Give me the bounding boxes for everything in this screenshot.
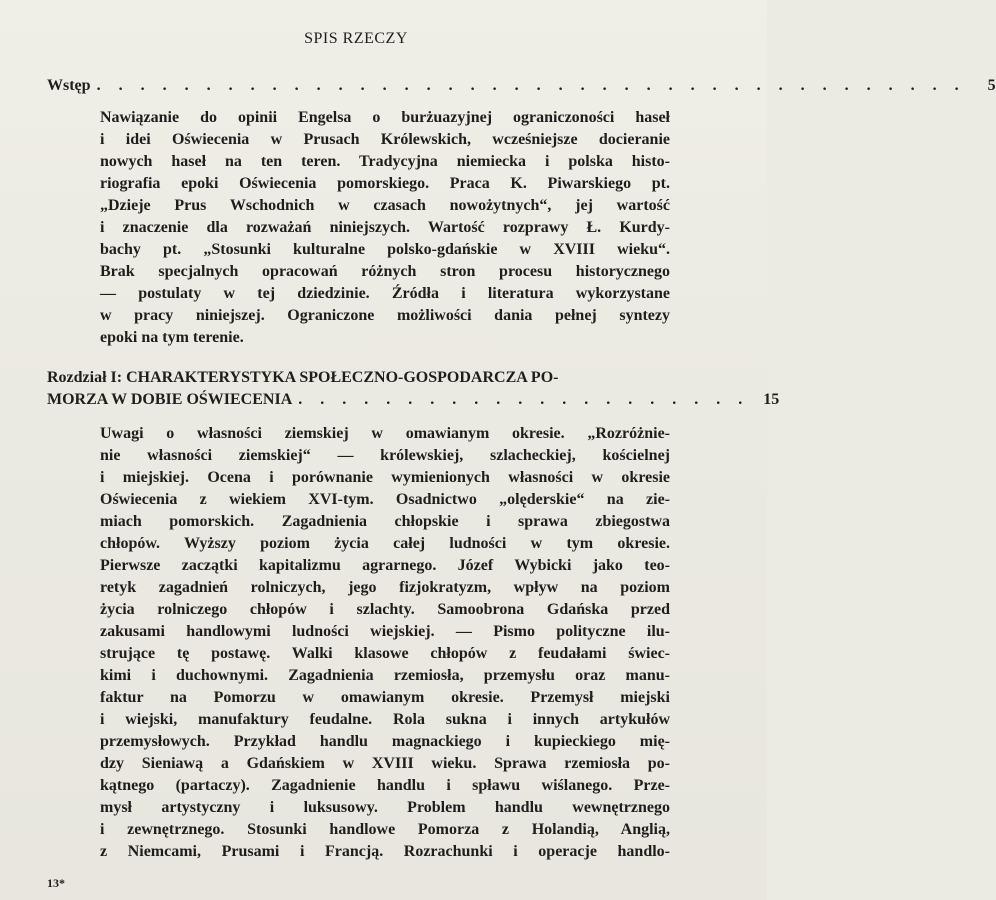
description-line: i zewnętrznego. Stosunki handlowe Pomorza z Holandią, Anglią, [100,821,670,838]
description-line: Uwagi o własności ziemskiej w omawianym okresie. „Rozróżnie- [100,425,670,442]
description-line: zakusami handlowymi ludności wiejskiej. — Pismo polityczne ilu- [100,623,670,640]
page-title: SPIS RZECZY [304,30,408,47]
description-line: Nawiązanie do opinii Engelsa o burżuazyjnej ograniczoności haseł [100,109,670,126]
description-line: Brak specjalnych opracowań różnych stron procesu historycznego [100,263,670,280]
description-line: w pracy niniejszej. Ograniczone możliwości dania pełnej syntezy [100,307,670,324]
toc-entry-title: Wstęp [47,77,91,94]
toc-entry-description [100,423,670,863]
description-line: i wiejski, manufaktury feudalne. Rola sukna i innych artykułów [100,711,670,728]
signature-mark: 13* [47,876,65,890]
toc-entry-title: Rozdział I: CHARAKTERYSTYKA SPOŁECZNO-GOSPODARCZA PO- [47,369,559,386]
toc-leader-dots: . . . . . . . . . . . . . . . . . . . . . [298,391,750,408]
description-line: Oświecenia z wiekiem XVI-tym. Osadnictwo „olęderskie“ na zie- [100,491,670,508]
toc-entry-title-continued: MORZA W DOBIE OŚWIECENIA [47,391,293,408]
description-line: retyk zagadnień rolniczych, jego fizjokratyzm, wpływ na poziom [100,579,670,596]
description-line: „Dzieje Prus Wschodnich w czasach nowożytnych“, jej wartość [100,197,670,214]
description-line: strujące tę postawę. Walki klasowe chłopów z feudałami świec- [100,645,670,662]
description-line: nowych haseł na ten teren. Tradycyjna niemiecka i polska histo- [100,153,670,170]
description-line: nie własności ziemskiej“ — królewskiej, szlacheckiej, kościelnej [100,447,670,464]
description-line: faktur na Pomorzu w omawianym okresie. Przemysł miejski [100,689,670,706]
description-line: kątnego (partaczy). Zagadnienie handlu i spławu wiślanego. Prze- [100,777,670,794]
description-line: i znaczenie dla rozważań niniejszych. Wartość rozprawy Ł. Kurdy- [100,219,670,236]
toc-entry-introduction [47,75,996,97]
toc-page-number: 5 [987,77,996,94]
description-line: bachy pt. „Stosunki kulturalne polsko-gdańskie w XVIII wieku“. [100,241,670,258]
toc-page-number: 15 [763,391,780,408]
description-line: miach pomorskich. Zagadnienia chłopskie i sprawa zbiegostwa [100,513,670,530]
description-line: mysł artystyczny i luksusowy. Problem handlu wewnętrznego [100,799,670,816]
description-line: Pierwsze zaczątki kapitalizmu agrarnego. Józef Wybicki jako teo- [100,557,670,574]
toc-entry-description [100,107,670,349]
description-line: i miejskiej. Ocena i porównanie wymienionych własności w okresie [100,469,670,486]
description-line: riografia epoki Oświecenia pomorskiego. Praca K. Piwarskiego pt. [100,175,670,192]
toc-entry-chapter-1 [47,367,780,411]
description-line: dzy Sieniawą a Gdańskiem w XVIII wieku. Sprawa rzemiosła po- [100,755,670,772]
description-line: epoki na tym terenie. [100,329,244,346]
description-line: — postulaty w tej dziedzinie. Źródła i literatura wykorzystane [100,285,670,302]
description-line: chłopów. Wyższy poziom życia całej ludności w tym okresie. [100,535,670,552]
toc-leader-dots: . . . . . . . . . . . . . . . . . . . . . . . . . . . . . . . . . . . . . . . . [96,77,966,94]
description-line: życia rolniczego chłopów i szlachty. Samoobrona Gdańska przed [100,601,670,618]
description-line: przemysłowych. Przykład handlu magnackiego i kupieckiego mię- [100,733,670,750]
description-line: z Niemcami, Prusami i Francją. Rozrachunki i operacje handlo- [100,843,670,860]
description-line: kimi i duchownymi. Zagadnienia rzemiosła, przemysłu oraz manu- [100,667,670,684]
description-line: i idei Oświecenia w Prusach Królewskich, wcześniejsze docieranie [100,131,670,148]
